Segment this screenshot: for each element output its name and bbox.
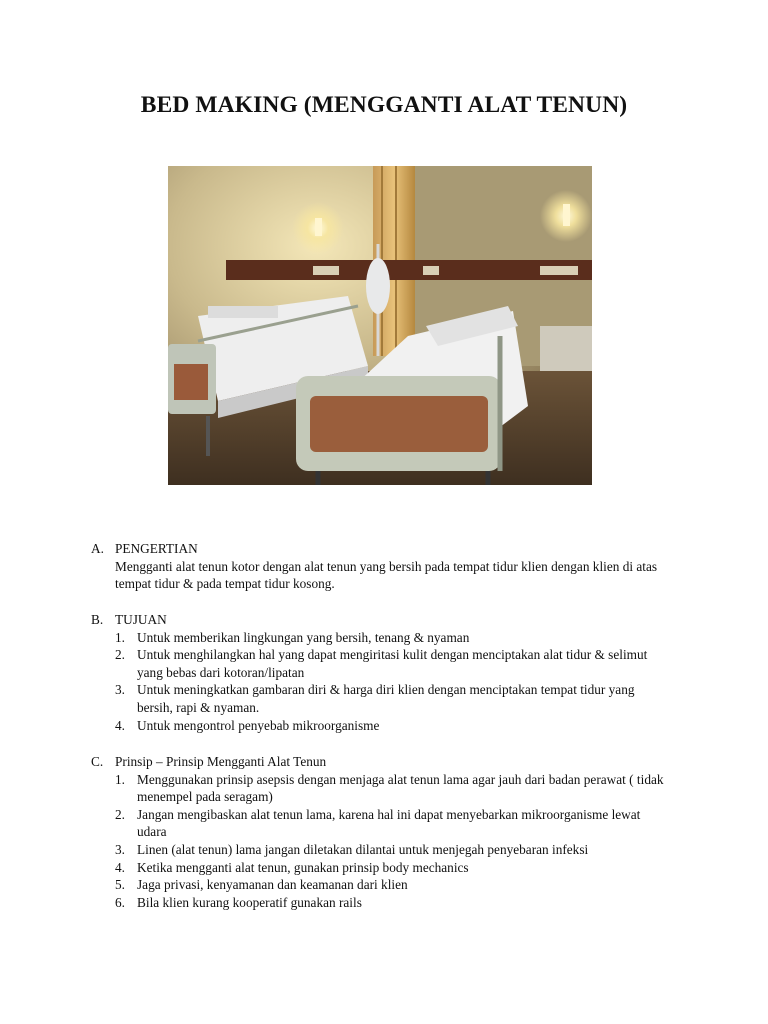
section-letter: C. <box>91 754 104 769</box>
item-number: 4. <box>115 717 125 733</box>
item-number: 6. <box>115 894 125 910</box>
list-item <box>115 841 665 859</box>
item-text: Jangan mengibaskan alat tenun lama, karena hal ini dapat menyebarkan mikroorganisme lewat udara <box>137 806 641 840</box>
section-heading: PENGERTIAN <box>115 541 198 556</box>
item-text: Untuk mengontrol penyebab mikroorganisme <box>137 717 380 733</box>
item-text: Linen (alat tenun) lama jangan diletakan dilantai untuk menjegah penyebaran infeksi <box>137 841 589 857</box>
list-item <box>115 894 665 912</box>
section-heading: TUJUAN <box>115 612 167 627</box>
list-item <box>115 629 665 647</box>
item-text: Bila klien kurang kooperatif gunakan rails <box>137 894 362 910</box>
section-tujuan <box>91 611 665 734</box>
tujuan-list <box>115 629 665 735</box>
list-item <box>115 717 665 735</box>
item-number: 3. <box>115 841 125 857</box>
list-item <box>115 681 665 716</box>
item-number: 2. <box>115 806 125 822</box>
hospital-beds-photo <box>168 166 592 485</box>
section-body: Mengganti alat tenun kotor dengan alat tenun yang bersih pada tempat tidur klien dengan klien di atas tempat tidur & pada tempat tidur kosong. <box>115 558 658 592</box>
section-letter: A. <box>91 541 104 556</box>
list-item <box>115 806 665 841</box>
list-item <box>115 859 665 877</box>
item-text: Menggunakan prinsip asepsis dengan menjaga alat tenun lama agar jauh dari badan perawat ( tidak menempel pada seragam) <box>137 771 664 805</box>
list-item <box>115 771 665 806</box>
item-text: Untuk meningkatkan gambaran diri & harga diri klien dengan menciptakan tempat tidur yang bersih, rapi & nyaman. <box>137 682 635 715</box>
section-prinsip <box>91 753 665 911</box>
document-title: BED MAKING (MENGGANTI ALAT TENUN) <box>140 92 628 118</box>
item-text: Ketika mengganti alat tenun, gunakan prinsip body mechanics <box>137 859 469 875</box>
item-text: Untuk menghilangkan hal yang dapat mengiritasi kulit dengan menciptakan alat tidur & selimut yang bebas dari kotoran/lipatan <box>137 647 648 680</box>
item-text: Untuk memberikan lingkungan yang bersih, tenang & nyaman <box>137 629 470 645</box>
list-item <box>115 646 665 681</box>
item-number: 5. <box>115 877 125 893</box>
section-pengertian <box>91 540 665 593</box>
item-number: 3. <box>115 682 125 698</box>
item-number: 4. <box>115 859 125 875</box>
section-heading: Prinsip – Prinsip Mengganti Alat Tenun <box>115 754 327 769</box>
item-text: Jaga privasi, kenyamanan dan keamanan dari klien <box>137 877 408 893</box>
section-letter: B. <box>91 612 104 627</box>
list-item <box>115 876 665 894</box>
item-number: 1. <box>115 771 125 787</box>
item-number: 2. <box>115 647 125 663</box>
prinsip-list <box>115 771 665 912</box>
item-number: 1. <box>115 629 125 645</box>
